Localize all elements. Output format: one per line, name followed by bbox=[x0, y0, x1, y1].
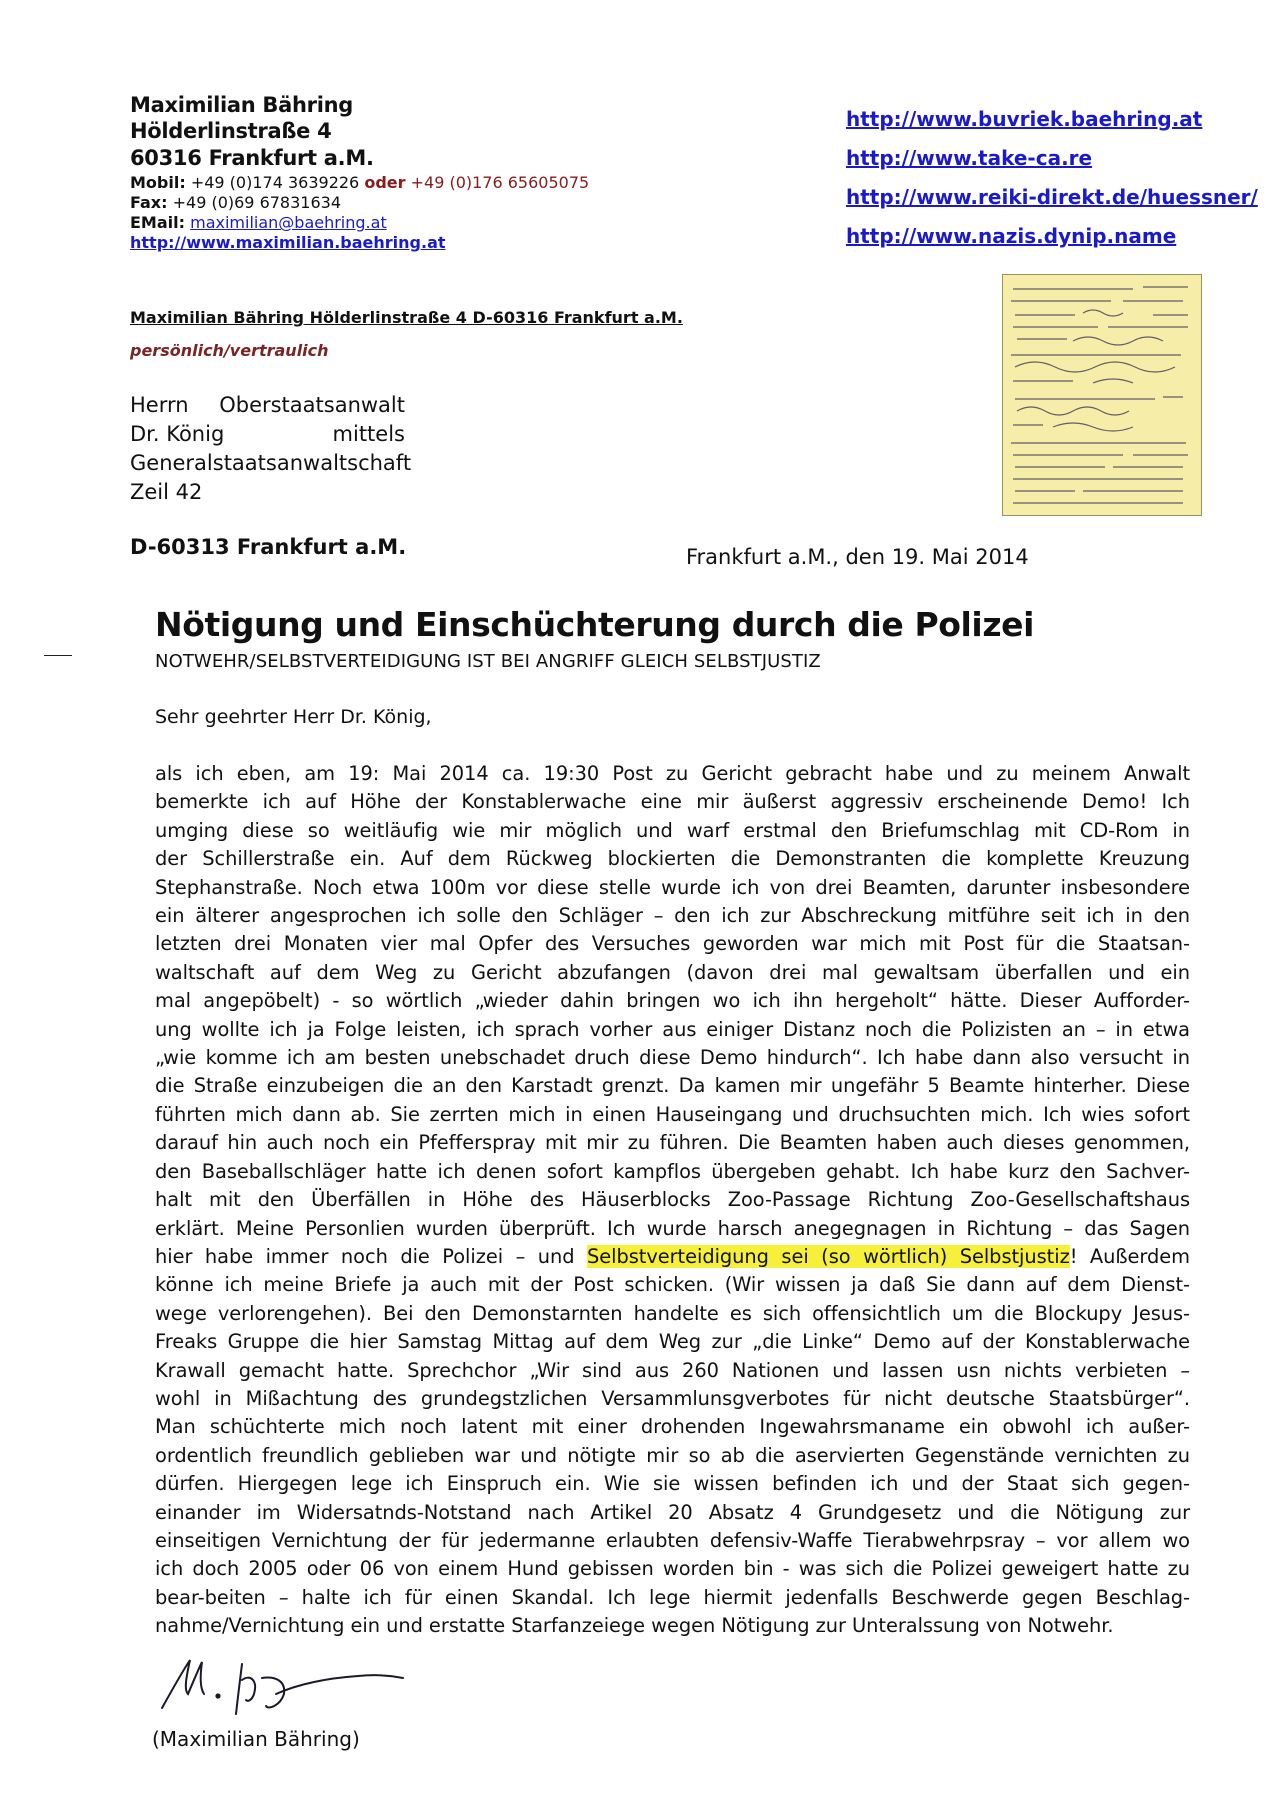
recipient-line-1: Herrn Oberstaatsanwalt bbox=[130, 393, 405, 417]
note-scribbles bbox=[1003, 275, 1201, 515]
link-take-care[interactable]: http://www.take-ca.re bbox=[846, 146, 1093, 170]
fold-mark bbox=[44, 655, 72, 656]
body-line: die Straße einzubeigen die an den Karstadt grenzt. Da kamen mir ungefähr 5 Beamte hinterher. Diese bbox=[155, 1074, 1190, 1098]
body-line: der Schillerstraße ein. Auf dem Rückweg blockierten die Demonstranten die komplette Kreuzung bbox=[155, 847, 1190, 871]
sender-street: Hölderlinstraße 4 bbox=[130, 119, 332, 144]
letter-title: Nötigung und Einschüchterung durch die Polizei bbox=[155, 605, 1035, 644]
body-line: Freaks Gruppe die hier Samstag Mittag auf dem Weg zur „die Linke“ Demo auf der Konstablerwache bbox=[155, 1330, 1190, 1354]
body-line: ordentlich freundlich geblieben war und nötigte mir so ab die aservierten Gegenstände vernichten zu bbox=[155, 1443, 1190, 1467]
salutation: Sehr geehrter Herr Dr. König, bbox=[155, 706, 432, 728]
body-line: ein älterer angesprochen ich solle den Schläger – den ich zur Abschreckung mitführe seit ich in den bbox=[155, 904, 1190, 928]
external-links bbox=[846, 100, 1258, 256]
recipient-line-4: Zeil 42 bbox=[130, 480, 203, 504]
body-line: den Baseballschläger hatte ich denen sofort kampflos übergeben gehabt. Ich habe kurz den Sachver- bbox=[155, 1159, 1190, 1183]
recipient-line-2: Dr. König mittels bbox=[130, 422, 405, 446]
signature-drawing bbox=[158, 1650, 418, 1730]
body-line: waltschaft auf dem Weg zu Gericht abzufangen (davon drei mal gewaltsam überfallen und ein bbox=[155, 960, 1190, 984]
letter-body bbox=[155, 760, 1190, 1641]
body-line-highlighted: hier habe immer noch die Polizei – und Selbstverteidigung sei (so wörtlich) Selbstjustiz! Außerdem bbox=[155, 1244, 1190, 1268]
body-line: ich doch 2005 oder 06 von einem Hund gebissen worden bin - was sich die Polizei geweigert hatte zu bbox=[155, 1557, 1190, 1581]
body-line: umging diese so weitläufig wie mir möglich und warf erstmal den Briefumschlag mit CD-Rom in bbox=[155, 818, 1190, 842]
sender-fax: Fax: +49 (0)69 67831634 bbox=[130, 192, 342, 212]
letter-date: Frankfurt a.M., den 19. Mai 2014 bbox=[686, 545, 1029, 569]
body-line: dürfen. Hiergegen lege ich Einspruch ein. Wie sie wissen befinden ich und der Staat sich gegen- bbox=[155, 1472, 1190, 1496]
body-line: wege verlorengehen). Bei den Demonstarnten handelte es sich offensichtlich um die Blockupy Jesus- bbox=[155, 1301, 1190, 1325]
body-line: wohl in Mißachtung des grundegstzlichen Versammlunsgverbotes für nicht deutsche Staatsbürger“. bbox=[155, 1386, 1190, 1410]
body-line: einander im Widersatnds-Notstand nach Artikel 20 Absatz 4 Grundgesetz und die Nötigung zur bbox=[155, 1500, 1190, 1524]
confidential-note: persönlich/vertraulich bbox=[130, 341, 329, 360]
sender-city: 60316 Frankfurt a.M. bbox=[130, 145, 374, 170]
link-reiki[interactable]: http://www.reiki-direkt.de/huessner/ bbox=[846, 185, 1258, 209]
link-nazis[interactable]: http://www.nazis.dynip.name bbox=[846, 224, 1177, 248]
handwritten-signature bbox=[158, 1650, 418, 1730]
body-line: bear-beiten – halte ich für einen Skandal. Ich lege hiermit jedenfalls Beschwerde gegen Beschlag- bbox=[155, 1585, 1190, 1609]
link-buvriek[interactable]: http://www.buvriek.baehring.at bbox=[846, 107, 1203, 131]
body-line: als ich eben, am 19: Mai 2014 ca. 19:30 Post zu Gericht gebracht habe und zu meinem Anwalt bbox=[155, 762, 1190, 785]
body-line: Stephanstraße. Noch etwa 100m vor diese stelle wurde ich von drei Beamten, darunter insbesondere bbox=[155, 875, 1190, 899]
letter-subtitle: NOTWEHR/SELBSTVERTEIDIGUNG IST BEI ANGRIFF GLEICH SELBSTJUSTIZ bbox=[155, 651, 821, 672]
body-line: bemerkte ich auf Höhe der Konstablerwache eine mir äußerst aggressiv erscheinende Demo! Ich bbox=[155, 790, 1190, 814]
recipient-city: D-60313 Frankfurt a.M. bbox=[130, 535, 407, 559]
website-link[interactable]: http://www.maximilian.baehring.at bbox=[130, 233, 446, 253]
email-link[interactable]: maximilian@baehring.at bbox=[190, 213, 387, 233]
body-line: ung wollte ich ja Folge leisten, ich sprach vorher aus einiger Distanz noch die Polizisten an – in etwa bbox=[155, 1017, 1190, 1041]
sender-email: EMail: maximilian@baehring.at bbox=[130, 213, 387, 233]
body-line: führten mich dann ab. Sie zerrten mich in einen Hauseingang und druchsuchten mich. Ich wies sofort bbox=[155, 1102, 1190, 1126]
sender-mobile: Mobil: +49 (0)174 3639226 oder +49 (0)176 65605075 bbox=[130, 172, 590, 192]
body-line: mal angepöbelt) - so wörtlich „wieder dahin bringen wo ich ihn hergeholt“ hätte. Dieser Aufforder- bbox=[155, 989, 1190, 1013]
body-line: könne ich meine Briefe ja auch mit der Post schicken. (Wir wissen ja daß Sie dann auf dem Dienst- bbox=[155, 1273, 1190, 1297]
body-line: einseitigen Vernichtung der für jedermanne erlaubten defensiv-Waffe Tierabwehrpsray – vor allem wo bbox=[155, 1528, 1190, 1552]
recipient-block bbox=[130, 391, 412, 507]
handwritten-note-image bbox=[1002, 274, 1202, 516]
highlighted-quote: Selbstverteidigung sei (so wörtlich) Selbstjustiz bbox=[586, 1244, 1070, 1268]
body-line: letzten drei Monaten vier mal Opfer des Versuches geworden war mich mit Post für die Staatsan- bbox=[155, 932, 1190, 956]
sender-website-row bbox=[130, 231, 589, 254]
body-line: Man schüchterte mich noch latent mit einer drohenden Ingewahrsmaname ein obwohl ich außer- bbox=[155, 1415, 1190, 1439]
body-line: halt mit den Überfällen in Höhe des Häuserblocks Zoo-Passage Richtung Zoo-Gesellschaftshaus bbox=[155, 1188, 1190, 1212]
body-line: darauf hin auch noch ein Pfefferspray mit mir zu führen. Die Beamten haben auch dieses genommen, bbox=[155, 1131, 1190, 1155]
body-line: erklärt. Meine Personlien wurden überprüft. Ich wurde harsch anegegnagen in Richtung – das Sagen bbox=[155, 1216, 1190, 1240]
recipient-line-3: Generalstaatsanwaltschaft bbox=[130, 451, 412, 475]
body-line: „wie komme ich am besten unebschadet druch diese Demo hindurch“. Ich habe dann also versucht in bbox=[155, 1046, 1190, 1070]
sender-block bbox=[130, 92, 589, 255]
signature-name: (Maximilian Bähring) bbox=[152, 1727, 360, 1751]
sender-name: Maximilian Bähring bbox=[130, 93, 353, 117]
body-line: nahme/Vernichtung ein und erstatte Starfanzeiege wegen Nötigung zur Unteralssung von Notwehr. bbox=[155, 1614, 1114, 1638]
return-address: Maximilian Bähring Hölderlinstraße 4 D-60316 Frankfurt a.M. bbox=[130, 308, 683, 327]
body-line: Krawall gemacht hatte. Sprechchor „Wir sind aus 260 Nationen und lassen usn nichts verbieten – bbox=[155, 1358, 1190, 1382]
